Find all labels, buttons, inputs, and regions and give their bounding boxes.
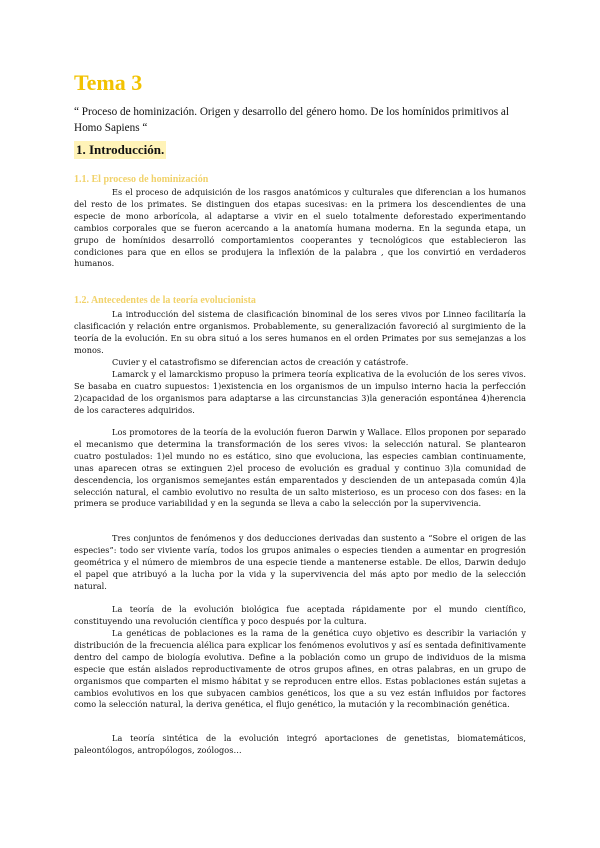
subsection-heading-antecedentes: 1.2. Antecedentes de la teoría evolucionista bbox=[74, 295, 256, 306]
subsection-heading-hominizacion: 1.1. El proceso de hominización bbox=[74, 174, 209, 185]
paragraph: Cuvier y el catastrofismo se diferencian actos de creación y catástrofe. bbox=[112, 357, 409, 367]
paragraph: Lamarck y el lamarckismo propuso la primera teoría explicativa de la evolución de los seres vivos. Se basaba en cuatro supuestos: 1)existencia en los organismos de un impulso interno hacia la perfección 2)capacidad de los organismos para adaptarse a las circunstancias 3)la generación espontánea 4)herencia de los caracteres adquiridos. bbox=[74, 369, 526, 415]
paragraph: La teoría de la evolución biológica fue aceptada rápidamente por el mundo científico, constituyendo una revolución científica y poco después por la cultura. bbox=[74, 604, 526, 626]
document-title: Tema 3 bbox=[74, 70, 143, 95]
paragraph: La genéticas de poblaciones es la rama de la genética cuyo objetivo es describir la variación y distribución de la frecuencia alélica para explicar los fenómenos evolutivos y así es sentada definitivamente dentro del campo de biología evolutiva. Define a la población como un grupo de individuos de la misma especie que están aislados reproductivamente de otros grupos afines, en otras palabras, en un grupo de organismos que comparten el mismo hábitat y se reproducen entre ellos. Estas poblaciones están sujetas a cambios evolutivos en los que subyacen cambios genéticos, los que a su vez están influidos por factores como la selección natural, la deriva genética, el flujo genético, la mutación y la recombinación genética. bbox=[74, 628, 526, 710]
paragraph: La introducción del sistema de clasificación binominal de los seres vivos por Linneo facilitaría la clasificación y relación entre organismos. Probablemente, su generalización favoreció al surgimiento de la teoría de la evolución. En su obra situó a los seres humanos en el orden Primates por sus semejanzas a los monos. bbox=[74, 309, 526, 355]
paragraph: Los promotores de la teoría de la evolución fueron Darwin y Wallace. Ellos proponen por separado el mecanismo que determina la transformación de los seres vivos: la selección natural. Se plantearon cuatro postulados: 1)el mundo no es estático, sino que evoluciona, las especies cambian continuamente, unas aparecen otras se extinguen 2)el proceso de evolución es gradual y continuo 3)la comunidad de descendencia, los organismos semejantes están emparentados y descienden de un antepasada común 4)la selección natural, el cambio evolutivo no resulta de un salto misterioso, es un proceso con dos fases: en la primera se produce variabilidad y en la segunda se lleva a cabo la selección por la supervivencia. bbox=[74, 427, 526, 509]
paragraph: La teoría sintética de la evolución integró aportaciones de genetistas, biomatemáticos, paleontólogos, antropólogos, zoólogos… bbox=[74, 733, 526, 755]
paragraph: Tres conjuntos de fenómenos y dos deducciones derivadas dan sustento a “Sobre el origen de las especies”: todo ser viviente varía, todos los grupos animales o especies tienden a aumentar en progresión geométrica y el número de miembros de una especie tiende a mantenerse estable. De ellos, Darwin dedujo el papel que atribuyó a la lucha por la vida y la supervivencia del más apto por medio de la selección natural. bbox=[74, 533, 526, 591]
section-heading-introduccion: 1. Introducción. bbox=[76, 142, 165, 157]
paragraph: Es el proceso de adquisición de los rasgos anatómicos y culturales que diferencian a los humanos del resto de los primates. Se distinguen dos etapas sucesivas: en la primera los descendientes de una especie de mono arborícola, al adaptarse a vivir en el suelo totalmente deforestado experimentando cambios corporales que se fueron acercando a la anatomía humana moderna. En la segunda etapa, un grupo de homínidos desarrolló comportamientos cooperantes y tecnológicos que establecieron las condiciones para que en ellos se produjera la inflexión de la palabra , que los convirtió en verdaderos humanos. bbox=[74, 187, 526, 269]
document-subtitle: “ Proceso de hominización. Origen y desarrollo del género homo. De los homínidos primitivos al Homo Sapiens “ bbox=[74, 106, 509, 134]
